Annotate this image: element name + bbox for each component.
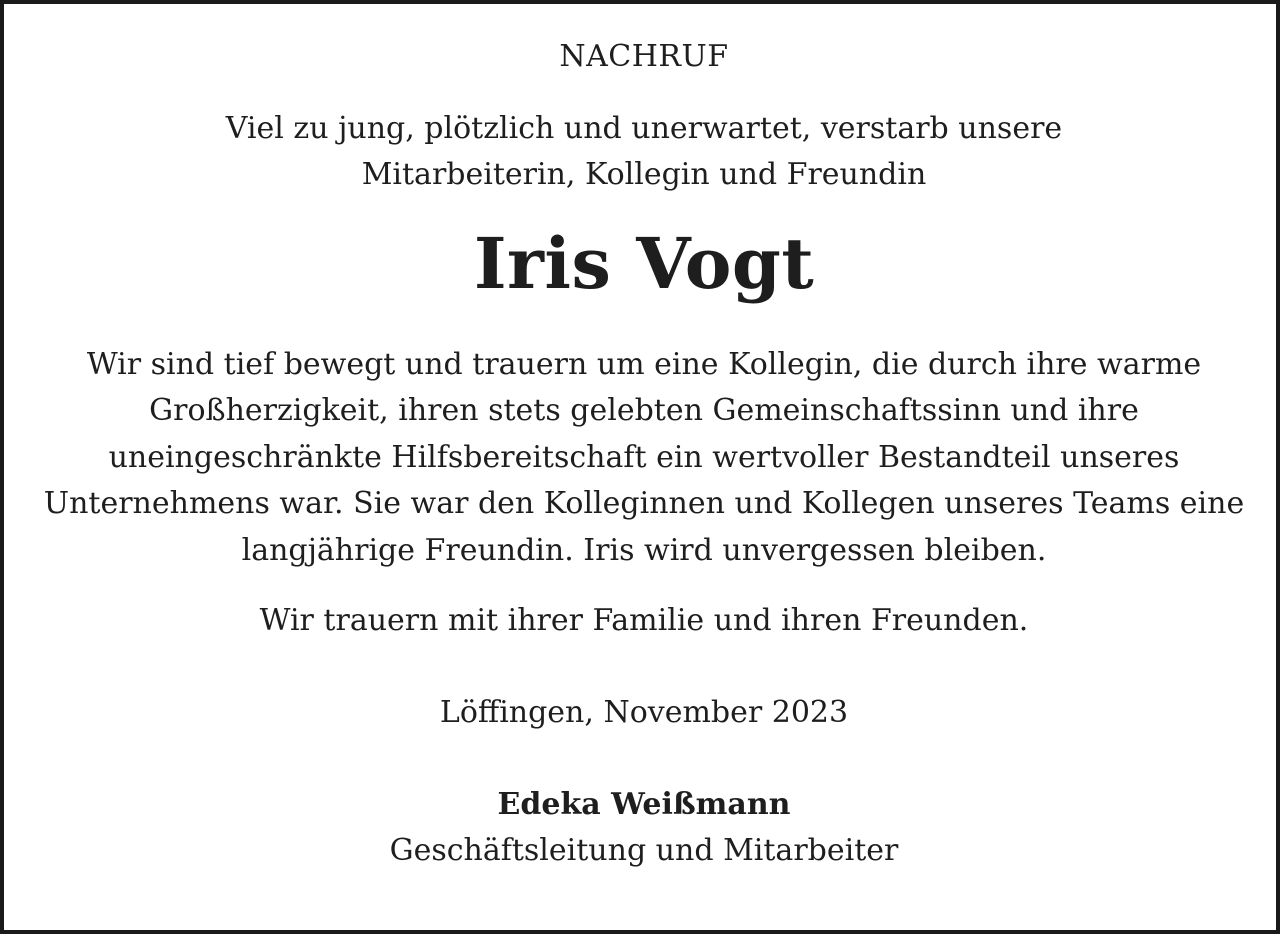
intro-line: Mitarbeiterin, Kollegin und Freundin	[361, 157, 927, 192]
intro-line: Viel zu jung, plötzlich und unerwartet, verstarb unsere	[225, 111, 1063, 146]
body-text-line: Unternehmens war. Sie war den Kolleginnen und Kollegen unseres Teams eine	[43, 486, 1245, 521]
body-text-line: langjährige Freundin. Iris wird unvergessen bleiben.	[241, 533, 1047, 568]
mourning-line: Wir trauern mit ihrer Familie und ihren Freunden.	[259, 603, 1029, 638]
body-text-line: Großherzigkeit, ihren stets gelebten Gemeinschaftssinn und ihre	[149, 393, 1139, 428]
organization-subline: Geschäftsleitung und Mitarbeiter	[389, 833, 899, 868]
deceased-name: Iris Vogt	[473, 222, 815, 305]
body-text-line: Wir sind tief bewegt und trauern um eine Kollegin, die durch ihre warme	[86, 347, 1202, 382]
notice-heading: NACHRUF	[559, 39, 729, 74]
place-date: Löffingen, November 2023	[439, 695, 849, 730]
body-text-line: uneingeschränkte Hilfsbereitschaft ein wertvoller Bestandteil unseres	[108, 440, 1180, 475]
organization-name: Edeka Weißmann	[497, 787, 791, 822]
